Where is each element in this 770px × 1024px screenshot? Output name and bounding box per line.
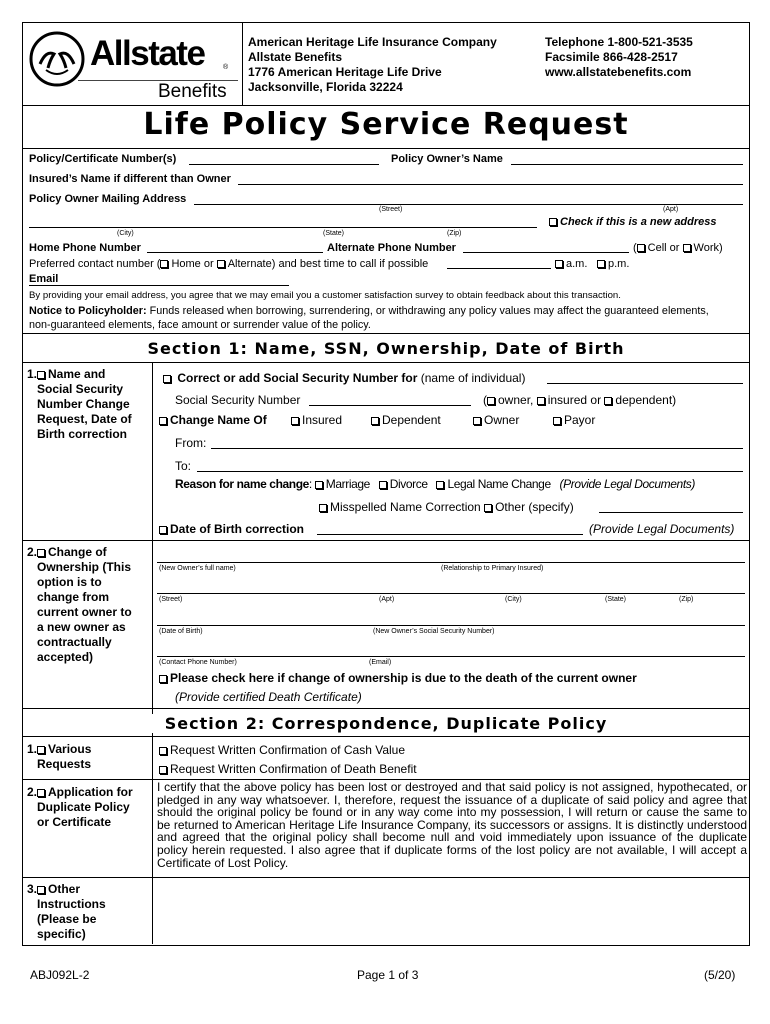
change-name-option[interactable] [159, 413, 267, 427]
caption-ssn: (New Owner’s Social Security Number) [373, 628, 495, 635]
change-name-label: Change Name Of [170, 413, 267, 427]
other-instructions-field[interactable] [153, 878, 749, 944]
payor-choice[interactable] [553, 413, 595, 427]
form-id: ABJ092L-2 [30, 968, 90, 982]
home-label: Home or [171, 258, 214, 270]
page-number: Page 1 of 3 [357, 968, 419, 982]
checkbox-icon[interactable] [436, 481, 444, 489]
dob-correction-label: Date of Birth correction [170, 522, 305, 536]
legal-change-label: Legal Name Change [447, 477, 551, 491]
item-label-line: accepted) [37, 650, 94, 664]
email-field[interactable] [29, 285, 289, 286]
from-label: From: [175, 436, 207, 450]
checkbox-icon[interactable] [37, 549, 45, 557]
item-label-line: a new owner as [37, 620, 126, 634]
item-label-line: Instructions [37, 897, 106, 911]
insured-choice[interactable] [291, 413, 342, 427]
item-label-line: Other [48, 882, 81, 896]
caption-city-2: (City) [505, 596, 522, 603]
checkbox-icon [291, 417, 299, 425]
payor-label: Payor [564, 413, 596, 427]
address-line: 1776 American Heritage Life Drive [248, 65, 442, 79]
section1-title-rule [23, 362, 749, 363]
checkbox-icon[interactable] [487, 397, 495, 405]
owner-choice-label: Owner [484, 413, 520, 427]
policy-owner-name-field[interactable] [511, 164, 743, 165]
am-choice[interactable] [555, 258, 587, 270]
policyholder-notice-cont: non-guaranteed elements, face amount or surrender value of the policy. [29, 319, 371, 331]
ssn-individual-field[interactable] [547, 383, 743, 384]
item-label-line: Name and [48, 367, 106, 381]
checkbox-icon[interactable] [37, 746, 45, 754]
checkbox-icon[interactable] [160, 260, 168, 268]
owner-label: owner, [498, 393, 534, 407]
section1-item1-label [27, 367, 147, 442]
checkbox-icon[interactable] [379, 481, 387, 489]
email-notice: By providing your email address, you agree that we may email you a customer satisfaction survey to obtain feedback about this transaction. [29, 290, 621, 301]
pm-label: p.m. [608, 258, 630, 270]
item-number: 2. [27, 785, 38, 799]
section1-item2-rule [23, 540, 749, 541]
checkbox-icon [555, 260, 563, 268]
policy-number-field[interactable] [189, 164, 379, 165]
checkbox-icon [159, 747, 167, 755]
checkbox-icon [371, 417, 379, 425]
provide-legal-note-2: (Provide Legal Documents) [589, 522, 735, 536]
item-label-line: (Please be [37, 912, 97, 926]
insured-or-label: insured or [547, 393, 602, 407]
other-specify-label: Other (specify) [495, 500, 574, 514]
alternate-label: Alternate) and best time to call if possible [227, 258, 429, 270]
checkbox-icon[interactable] [637, 244, 645, 252]
alt-phone-field[interactable] [463, 252, 629, 253]
policyholder-notice [29, 305, 709, 317]
logo-wordmark: Allstate [90, 34, 205, 73]
item-label-line: contractually [37, 635, 112, 649]
new-owner-phone-email-field[interactable] [157, 656, 745, 657]
home-phone-field[interactable] [147, 252, 323, 253]
left-column-divider [152, 362, 153, 944]
section2-item2-label [27, 785, 147, 830]
checkbox-icon [597, 260, 605, 268]
item-label-line: change from [37, 590, 110, 604]
cell-label: Cell or [647, 242, 680, 254]
new-owner-address-field[interactable] [157, 593, 745, 594]
address-line: American Heritage Life Insurance Company [248, 35, 497, 49]
logo-benefits: Benefits [158, 81, 227, 102]
mailing-street-field[interactable] [194, 204, 743, 205]
item-label-line: or Certificate [37, 815, 112, 829]
section1-title: Section 1: Name, SSN, Ownership, Date of Birth [147, 339, 625, 358]
section2-title-rule [23, 736, 749, 737]
caption-zip-2: (Zip) [679, 596, 694, 603]
new-address-checkbox[interactable] [549, 216, 717, 228]
checkbox-icon [159, 526, 167, 534]
facsimile: Facsimile 866-428-2517 [545, 50, 678, 64]
mailing-city-state-zip-field[interactable] [29, 227, 537, 228]
logo-registered-mark: ® [223, 64, 229, 71]
section1-item2-label [27, 545, 147, 665]
provide-legal-note: (Provide Legal Documents) [559, 477, 695, 491]
checkbox-icon[interactable] [37, 371, 45, 379]
checkbox-icon[interactable] [683, 244, 691, 252]
ssn-label: Social Security Number [175, 393, 301, 407]
item-label-line: Request, Date of [37, 412, 132, 426]
checkbox-icon [549, 218, 557, 226]
checkbox-icon[interactable] [319, 504, 327, 512]
work-label: Work) [693, 242, 723, 254]
dependent-choice-label: Dependent [382, 413, 441, 427]
to-field[interactable] [197, 471, 743, 472]
from-field[interactable] [211, 448, 743, 449]
insured-name-field[interactable] [238, 184, 743, 185]
caption-relationship: (Relationship to Primary Insured) [441, 565, 544, 572]
ssn-correct-sub: (name of individual) [420, 371, 526, 385]
section2-item1-label [27, 742, 147, 772]
section2-title: Section 2: Correspondence, Duplicate Policy [23, 714, 749, 733]
title-rule [23, 148, 749, 149]
item-number: 1. [27, 367, 38, 381]
ssn-role-choice: ( owner, insured or dependent) [483, 393, 677, 407]
req-cash-label: Request Written Confirmation of Cash Value [170, 743, 406, 757]
dob-correction-field[interactable] [317, 534, 583, 535]
item-number: 1. [27, 742, 38, 756]
checkbox-icon [473, 417, 481, 425]
checkbox-icon[interactable] [537, 397, 545, 405]
cell-work-choice: ( Cell or Work) [633, 242, 723, 254]
misspelled-line [319, 500, 574, 514]
marriage-label: Marriage [325, 477, 370, 491]
section2-top-rule [23, 708, 749, 709]
dob-correction-option[interactable] [159, 522, 304, 536]
divorce-label: Divorce [389, 477, 428, 491]
preferred-contact-label: Preferred contact number ( [29, 258, 161, 270]
dependent-choice[interactable] [371, 413, 441, 427]
req-death-benefit-option[interactable] [159, 762, 417, 776]
new-owner-name-field[interactable] [157, 562, 745, 563]
item-label-line: Number Change [37, 397, 130, 411]
address-line: Jacksonville, Florida 32224 [248, 80, 403, 94]
checkbox-icon[interactable] [217, 260, 225, 268]
website: www.allstatebenefits.com [545, 65, 692, 79]
email-label: Email [29, 273, 59, 285]
reason-label: Reason for name change [175, 477, 309, 491]
checkbox-icon [163, 375, 171, 383]
checkbox-icon [159, 766, 167, 774]
reason-line: Reason for name change: Marriage Divorce Legal Name Change (Provide Legal Documents) [175, 477, 695, 491]
form-title: Life Policy Service Request [143, 107, 629, 142]
new-owner-dob-ssn-field[interactable] [157, 625, 745, 626]
caption-zip: (Zip) [447, 230, 462, 237]
item-number: 3. [27, 882, 38, 896]
checkbox-icon[interactable] [37, 789, 45, 797]
header-divider [242, 23, 243, 105]
item-label-line: current owner to [37, 605, 132, 619]
policy-owner-name-label: Policy Owner’s Name [391, 153, 503, 165]
req-cash-value-option[interactable] [159, 743, 405, 757]
duplicate-policy-certification: I certify that the above policy has been lost or destroyed and that said policy is not assigned, hypothecated, or pledged in any way whatsoever. I, therefore, request the issuance of a duplicate of said policy and agree that should the original policy be found or in any way come into my possession, I will return or cause the same to be returned to American Heritage Life Insurance Company, its successors or assigns. It is distinctly understood and agreed that the original policy shall become null and void immediately upon issuance of the duplicate policy herein requested. I also agree that if duplicate forms of the lost policy are not available, I will accept a Certificate of Lost Policy. [157, 780, 747, 870]
ssn-field[interactable] [309, 405, 471, 406]
checkbox-icon [159, 675, 167, 683]
home-phone-label: Home Phone Number [29, 242, 141, 254]
notice-label: Notice to Policyholder: [29, 305, 147, 317]
ssn-correct-label: Correct or add Social Security Number for [177, 371, 418, 385]
notice-text: Funds released when borrowing, surrendering, or withdrawing any policy values may affect the guaranteed elements, [149, 305, 709, 317]
preferred-contact-line [29, 258, 428, 270]
caption-state-2: (State) [605, 596, 627, 603]
other-specify-field[interactable] [599, 512, 743, 513]
section1-top-rule [23, 333, 749, 334]
policy-number-label: Policy/Certificate Number(s) [29, 153, 177, 165]
item-label-line: Ownership (This [37, 560, 132, 574]
revision-date: (5/20) [704, 968, 736, 982]
section2-item3-label [27, 882, 147, 942]
new-address-label: Check if this is a new address [560, 216, 717, 228]
item-label-line: Application for [48, 785, 133, 799]
pm-choice[interactable] [597, 258, 629, 270]
checkbox-icon [159, 417, 167, 425]
caption-city: (City) [117, 230, 134, 237]
form-page [22, 22, 750, 946]
caption-phone: (Contact Phone Number) [159, 659, 237, 666]
address-line: Allstate Benefits [248, 50, 343, 64]
item-label-line: specific) [37, 927, 86, 941]
checkbox-icon [553, 417, 561, 425]
alt-phone-label: Alternate Phone Number [327, 242, 456, 254]
req-death-label: Request Written Confirmation of Death Benefit [170, 762, 417, 776]
checkbox-icon[interactable] [484, 504, 492, 512]
misspelled-label: Misspelled Name Correction [330, 500, 481, 514]
caption-new-owner: (New Owner’s full name) [159, 565, 236, 572]
telephone: Telephone 1-800-521-3535 [545, 35, 693, 49]
insured-name-label: Insured’s Name if different than Owner [29, 173, 231, 185]
best-time-field[interactable] [447, 268, 551, 269]
caption-street: (Street) [379, 206, 403, 213]
item-label-line: Duplicate Policy [37, 800, 130, 814]
owner-choice[interactable] [473, 413, 519, 427]
caption-apt: (Apt) [663, 206, 679, 213]
caption-apt-2: (Apt) [379, 596, 395, 603]
checkbox-icon[interactable] [315, 481, 323, 489]
dependent-label: dependent) [615, 393, 677, 407]
item-label-line: option is to [37, 575, 102, 589]
item-label-line: Change of [48, 545, 107, 559]
checkbox-icon[interactable] [604, 397, 612, 405]
caption-state: (State) [323, 230, 345, 237]
item-label-line: Social Security [37, 382, 124, 396]
mailing-address-label: Policy Owner Mailing Address [29, 193, 187, 205]
caption-email: (Email) [369, 659, 392, 666]
am-label: a.m. [566, 258, 588, 270]
death-cert-note: (Provide certified Death Certificate) [175, 690, 362, 704]
to-label: To: [175, 459, 192, 473]
item-label-line: Various [48, 742, 92, 756]
ssn-correct-option[interactable] [163, 371, 525, 385]
insured-label: Insured [302, 413, 343, 427]
caption-dob: (Date of Birth) [159, 628, 203, 635]
death-of-owner-option[interactable] [159, 671, 637, 685]
death-check-label: Please check here if change of ownership is due to the death of the current owner [170, 671, 637, 685]
item-label-line: Requests [37, 757, 92, 771]
item-number: 2. [27, 545, 38, 559]
item-label-line: Birth correction [37, 427, 128, 441]
checkbox-icon[interactable] [37, 886, 45, 894]
caption-street-2: (Street) [159, 596, 183, 603]
header-rule [23, 105, 749, 106]
